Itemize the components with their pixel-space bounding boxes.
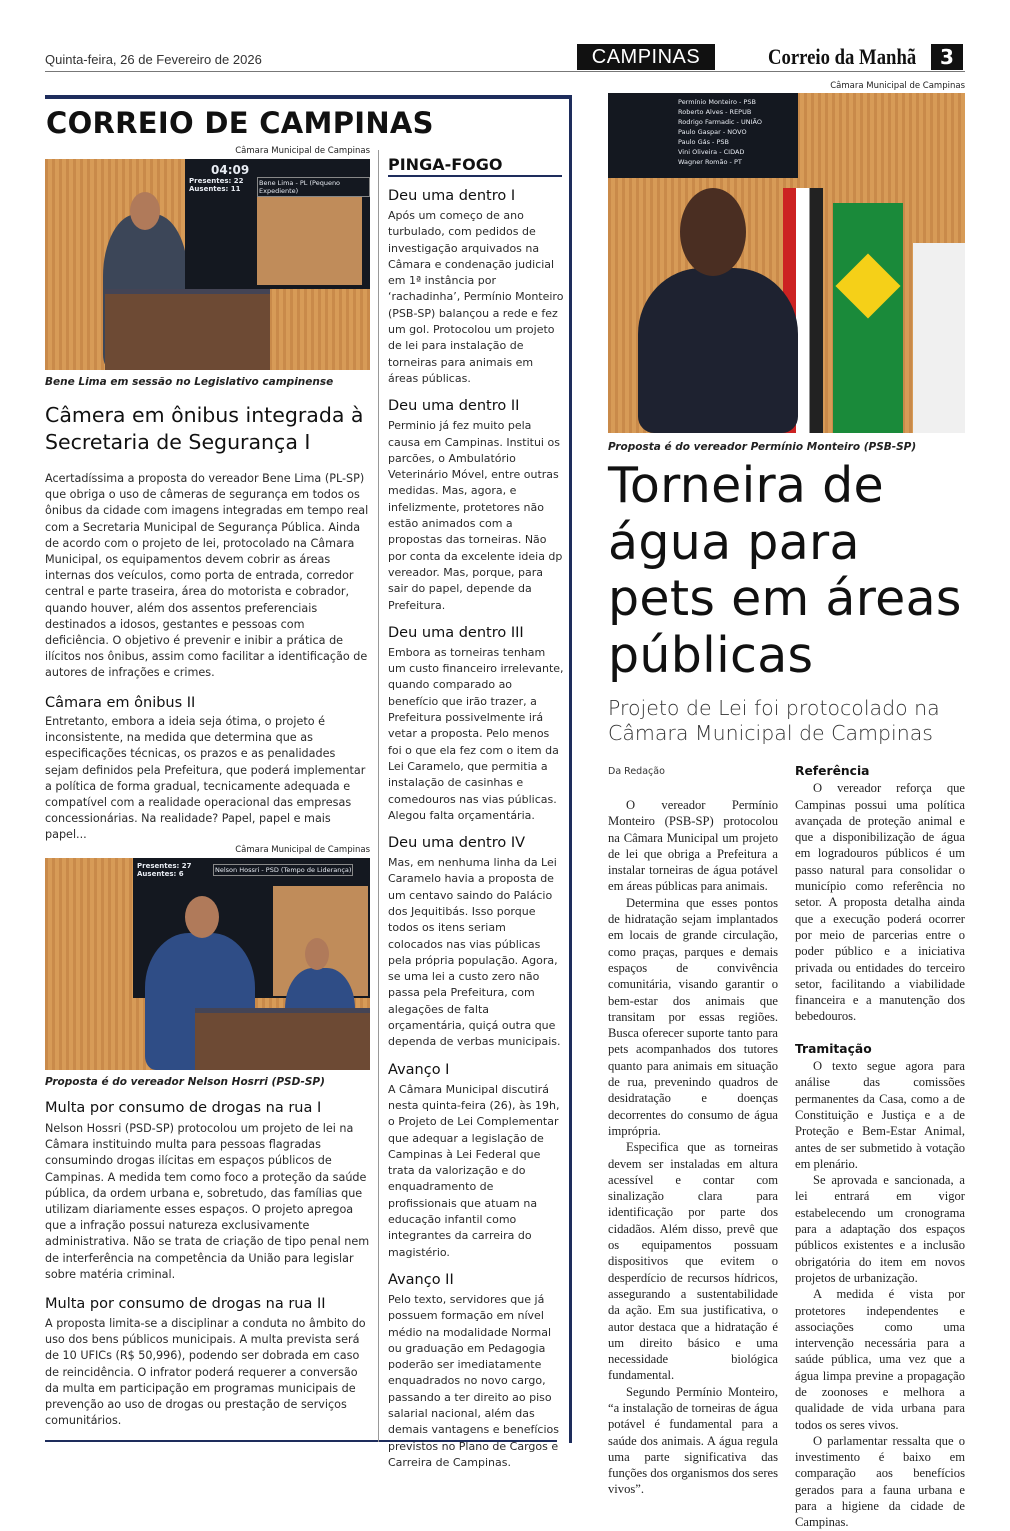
screen-name: Vini Oliveira - CIDAD: [678, 148, 745, 156]
screen-name: Permínio Monteiro - PSB: [678, 98, 756, 106]
screen-absent: Ausentes: 6: [137, 870, 184, 878]
note-title: Deu uma dentro II: [388, 398, 520, 415]
subheading: Tramitação: [795, 1041, 872, 1056]
issue-date: Quinta-feira, 26 de Fevereiro de 2026: [45, 52, 262, 67]
note-text: Embora as torneiras tenham um custo financeiro irrelevante, quando comparado ao benefício que irão trazer, a Prefeitura possivelmente irá vetar a proposta. Pelo menos foi o que ela fez com o item da Lei Caramelo, que permitia a instalação de casinhas e comedouros nas vias públicas. Alegou falta orçamentária.: [388, 645, 564, 822]
column-title: CORREIO DE CAMPINAS: [46, 106, 434, 140]
screen-present: Presentes: 22: [189, 177, 244, 185]
byline: Da Redação: [608, 766, 665, 777]
paragraph: Segundo Permínio Monteiro, “a instalação de torneiras de água potável é fundamental para a saúde dos animais. A água regula uma parte significativa das funções dos organismos dos seres vivos”.: [608, 1384, 778, 1497]
screen-speaker: Bene Lima - PL (Pequeno Expediente): [257, 177, 370, 197]
pinga-fogo-list: [388, 179, 564, 1471]
note-title: Deu uma dentro IV: [388, 835, 526, 852]
subheading: Câmara em ônibus II: [45, 695, 196, 711]
section-label: CAMPINAS: [577, 44, 715, 70]
article-body: Entretanto, embora a ideia seja ótima, o projeto é inconsistente, na medida que determina que as especificações técnicas, os prazos e as penalidades sejam definidos pela Prefeitura, que poderá implementar a política de forma gradual, tecnicamente adequada e compatível com a realidade operacional das empresas concessionárias. Na realidade? Papel, papel e mais papel...: [45, 715, 366, 842]
subheading: Multa por consumo de drogas na rua II: [45, 1296, 326, 1312]
article-body: Acertadíssima a proposta do vereador Bene Lima (PL-SP) que obriga o uso de câmeras de segurança em todos os ônibus da cidade com imagens integradas em tempo real com a Secretaria Municipal de Segurança Pública. Ainda de acordo com o projeto de lei, protocolado na Câmara Municipal, os equipamentos devem cobrir as áreas internas dos veículos, como porta de entrada, corredor central e parte traseira, área do motorista e cobrador, quando houver, além dos assentos preferenciais destinados a idosos, gestantes e pessoas com deficiência. O objetivo é prevenir e inibir a prática de ilícitos nos ônibus, assim como facilitar a identificação de autores de infrações e crimes.: [45, 472, 369, 680]
photo-credit: Câmara Municipal de Campinas: [235, 146, 370, 156]
paragraph: O vereador reforça que Campinas possui uma política avançada de proteção animal e que a disponibilização de água em logradouros públicos é um passo natural para consolidar o município como referência no setor. A proposta detalha ainda que a execução poderá ocorrer por meio de parcerias entre o poder público e a iniciativa privada ou entidades do terceiro setor, facilitando a viabilidade financeira e a manutenção dos bebedouros.: [795, 781, 965, 1024]
screen-name: Wagner Romão - PT: [678, 158, 742, 166]
screen-timer: 04:09: [211, 163, 250, 177]
photo-caption: Proposta é do vereador Permínio Monteiro (PSB-SP): [608, 441, 917, 453]
photo-credit: Câmara Municipal de Campinas: [830, 81, 965, 91]
screen-present: Presentes: 27: [137, 862, 192, 870]
note-title: Avanço I: [388, 1061, 450, 1078]
subheading: Referência: [795, 764, 870, 778]
chamber-screen: [608, 93, 798, 178]
note-text: Após um começo de ano turbulado, com pedidos de investigação arquivados na Câmara e condenação judicial em 1ª instância por ‘rachadinha’, Permínio Monteiro (PSB-SP) balançou a rede e fez um gol. Protocolou um projeto de lei para instalação de torneiras para animais em áreas públicas.: [388, 209, 564, 385]
chamber-screen: [185, 159, 370, 289]
screen-name: Paulo Gás - PSB: [678, 138, 729, 146]
photo-nelson-hossri: [45, 858, 370, 1070]
article-column-2: [795, 763, 965, 1531]
main-headline: Torneira de água para pets em áreas públicas: [608, 457, 962, 684]
section-box-top-border: [45, 95, 572, 99]
brazil-flag: [833, 203, 903, 433]
note-text: A Câmara Municipal discutirá nesta quinta-feira (26), às 19h, o Projeto de Lei Complementar que adequar a legislação de Campinas à Lei Federal que trata da valorização e do enquadramento de profissionais que atuam na educação infantil como integrantes da carreira do magistério.: [388, 1082, 560, 1259]
note-text: Pelo texto, servidores que já possuem formação em nível médio na modalidade Normal ou graduação em Pedagogia poderão ser imediatamente enquadrados no novo cargo, passando a ter direito ao piso salarial nacional, além das demais vantagens e benefícios previstos no Plano de Cargos e Carreira de Campinas.: [388, 1292, 559, 1469]
paragraph: Se aprovada e sancionada, a lei entrará em vigor estabelecendo um cronograma para a adaptação dos espaços públicos existentes e a inclusão obrigatória do item em novos projetos de urbanização.: [795, 1173, 965, 1285]
pinga-fogo-title: PINGA-FOGO: [388, 155, 562, 177]
photo-perminio-monteiro: [608, 93, 965, 433]
section-box-right-border: [569, 95, 572, 1443]
column-divider: [378, 150, 379, 1442]
article-body: Nelson Hossri (PSD-SP) protocolou um projeto de lei na Câmara instituindo multa para pessoas flagradas consumindo drogas ilícitas em espaços públicos de Campinas. A medida tem como foco a proteção da saúde pública, da ordem urbana e, sobretudo, das famílias que utilizam diariamente esses espaços. O projeto apregoa que a infração possui natureza exclusivamente administrativa. Não se trata de criação de tipo penal nem de interferência na competência da União para legislar sobre matéria criminal.: [45, 1122, 370, 1281]
paragraph: Determina que esses pontos de hidratação sejam implantados em locais de grande circulação, como praças, parques e demais espaços de convivência comunitária, visando garantir o bem-estar dos animais que transitam por essas regiões. Busca oferecer suporte tanto para pets acompanhados dos tutores quanto para animais em situação de rua, prevenindo quadros de desidratação e doenças decorrentes do consumo de água imprópria.: [608, 895, 778, 1138]
article-headline: Câmera em ônibus integrada à Secretaria de Segurança I: [45, 403, 364, 454]
screen-name: Paulo Gaspar - NOVO: [678, 128, 747, 136]
newspaper-logo: Correio da Manhã: [768, 44, 917, 69]
note-title: Deu uma dentro III: [388, 624, 524, 641]
paragraph: A medida é vista por protetores independentes e associações como uma intervenção necessária para a saúde pública, uma vez que a água limpa previne a propagação de zoonoses e melhora a qualidade de vida urbana para todos os seres vivos.: [795, 1287, 965, 1432]
screen-name: Rodrigo Farmadic - UNIÃO: [678, 118, 762, 126]
paragraph: O texto segue agora para análise das comissões permanentes da Casa, como a de Constituição e Justiça e a de Proteção e Bem-Estar Animal, antes de ser submetido à votação em plenário.: [795, 1059, 965, 1171]
photo-caption: Bene Lima em sessão no Legislativo campinense: [45, 376, 334, 388]
screen-absent: Ausentes: 11: [189, 185, 241, 193]
page-number: 3: [931, 44, 963, 70]
note-title: Deu uma dentro I: [388, 188, 516, 204]
photo-credit: Câmara Municipal de Campinas: [235, 845, 370, 855]
header-divider: [45, 71, 965, 72]
paragraph: O vereador Permínio Monteiro (PSB-SP) protocolou na Câmara Municipal um projeto de lei que obriga a Prefeitura a instalar torneiras de água potável em áreas públicas para animais.: [608, 798, 778, 894]
screen-name: Roberto Alves - REPUB: [678, 108, 752, 116]
photo-bene-lima: [45, 159, 370, 370]
paragraph: Especifica que as torneiras devem ser instaladas em altura acessível e contar com sinalização clara para identificação por parte dos cidadãos. Além disso, prevê que os equipamentos possuam dispositivos que evitem o desperdício de recursos hídricos, assegurando a sustentabilidade da ação. Em sua justificativa, o autor destaca que a hidratação é um direito básico e uma necessidade biológica fundamental.: [608, 1140, 778, 1383]
subheadline: Projeto de Lei foi protocolado na Câmara Municipal de Campinas: [608, 696, 940, 745]
photo-caption: Proposta é do vereador Nelson Hosrri (PSD-SP): [45, 1076, 325, 1088]
note-text: Mas, em nenhuma linha da Lei Caramelo havia a proposta de um centavo saindo do Palácio dos Jequitibás. Isso porque todos os itens seriam colocados nas vias públicas pela própria população. Agora, se uma lei a custo zero não passa pela Prefeitura, com alegações de falta orçamentária, quiçá outra que dependa de verbas municipais.: [388, 856, 561, 1049]
note-title: Avanço II: [388, 1271, 454, 1288]
screen-speaker: Nelson Hossri - PSD (Tempo de Liderança): [215, 866, 352, 874]
article-body: A proposta limita-se a disciplinar a conduta no âmbito do uso dos bens públicos municipais. A multa prevista será de 10 UFICs (R$ 50,996), podendo ser dobrada em caso de reincidência. O infrator poderá requerer a conversão da multa em participação em programas municipais de prevenção ao uso de drogas ou prestação de serviços comunitários.: [45, 1317, 366, 1428]
subheading: Multa por consumo de drogas na rua I: [45, 1100, 322, 1116]
article-column-1: [608, 797, 778, 1498]
paragraph: O parlamentar ressalta que o investimento é baixo em comparação aos benefícios gerados para a fauna urbana e para a higiene da cidade de Campinas.: [795, 1433, 965, 1530]
note-text: Perminio já fez muito pela causa em Campinas. Institui os parcões, o Ambulatório Veterinário Móvel, entre outras medidas. Mas, agora, e infelizmente, protetores não estão animados com a propostas das torneiras. Não por conta da excelente ideia dp vereador. Mas, porque, para sair do papel, depende da Prefeitura.: [388, 419, 563, 612]
